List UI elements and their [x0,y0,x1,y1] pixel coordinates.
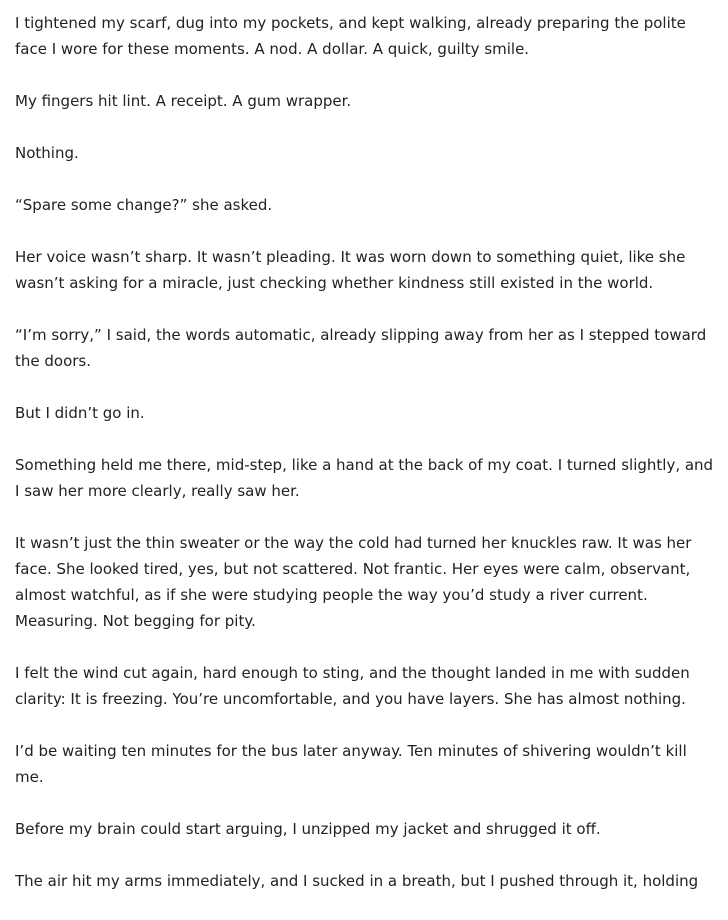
article-body [15,10,715,920]
paragraph-4: “Spare some change?” she asked. [15,196,273,214]
paragraph-5: Her voice wasn’t sharp. It wasn’t pleading. It was worn down to something quiet, like she wasn’t asking for a miracle, just checking whether kindness still existed in the world. [15,248,686,292]
paragraph-10: I felt the wind cut again, hard enough to sting, and the thought landed in me with sudden clarity: It is freezing. You’re uncomfortable, and you have layers. She has almost nothing. [15,664,690,708]
paragraph-13: The air hit my arms immediately, and I sucked in a breath, but I pushed through it, holding [15,872,699,890]
paragraph-3: Nothing. [15,144,79,162]
paragraph-9: It wasn’t just the thin sweater or the way the cold had turned her knuckles raw. It was her face. She looked tired, yes, but not scattered. Not frantic. Her eyes were calm, observant, almost watchful, as if she were studying people the way you’d study a river current. Measuring. Not begging for pity. [15,534,692,630]
paragraph-6: “I’m sorry,” I said, the words automatic, already slipping away from her as I stepped toward the doors. [15,326,707,370]
paragraph-8: Something held me there, mid-step, like a hand at the back of my coat. I turned slightly, and I saw her more clearly, really saw her. [15,456,714,500]
paragraph-12: Before my brain could start arguing, I unzipped my jacket and shrugged it off. [15,820,601,838]
paragraph-2: My fingers hit lint. A receipt. A gum wrapper. [15,92,352,110]
paragraph-11: I’d be waiting ten minutes for the bus later anyway. Ten minutes of shivering wouldn’t kill me. [15,742,687,786]
paragraph-7: But I didn’t go in. [15,404,145,422]
paragraph-1: I tightened my scarf, dug into my pockets, and kept walking, already preparing the polite face I wore for these moments. A nod. A dollar. A quick, guilty smile. [15,14,686,58]
